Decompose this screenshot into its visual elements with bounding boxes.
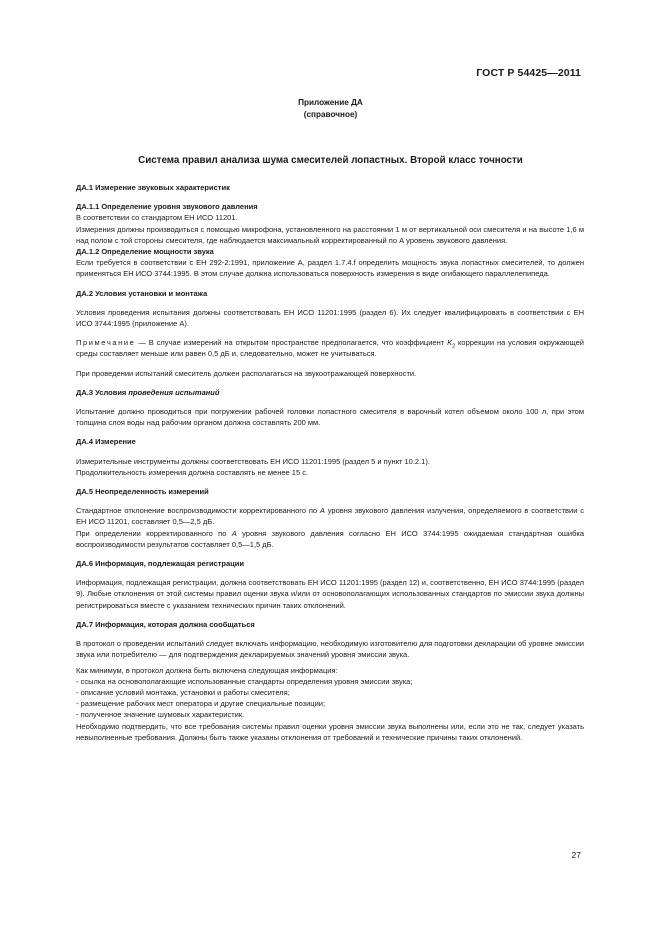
paragraph: При проведении испытаний смеситель должен располагаться на звукоотражающей поверхности.: [76, 368, 417, 378]
coefficient-symbol: K: [447, 338, 453, 348]
text-part: При определении корректированного по: [76, 528, 227, 538]
paragraph: Продолжительность измерения должна составлять не менее 15 с.: [76, 467, 309, 477]
section-heading-6: ДА.6 Информация, подлежащая регистрации: [76, 559, 244, 569]
standard-number: ГОСТ Р 54425—2011: [476, 67, 581, 79]
text-part: уровня звукового давления излучения, определяемого в соответствии с ЕН ИСО 11201, составляет 0,5—2,5 дБ.: [76, 506, 584, 527]
note-label: Примечание: [76, 338, 136, 348]
paragraph: Как минимум, в протокол должна быть включена следующая информация:: [76, 665, 338, 675]
text-part: уровня звукового давления согласно ЕН ИСО 3744:1995 ожидаемая стандартная ошибка воспроизводимости результатов составляет 0,5—1,5 дБ.: [76, 528, 584, 549]
paragraph: Если требуется в соответствии с ЕН 292-2:1991, приложение А, раздел 1.7.4.f определить мощность звука лопастных смесителей, то должен применяться ЕН ИСО 3744:1995. В этом случае должна использоваться поверхность измерения в виде огибающего параллелепипеда.: [76, 258, 584, 279]
paragraph: [76, 528, 584, 550]
paragraph: Условия проведения испытания должны соответствовать ЕН ИСО 11201:1995 (раздел 6). Их следует квалифицировать в соответствии с ЕН ИСО 3744:1995 (приложение А).: [76, 307, 584, 329]
list-item: - описание условий монтажа, установки и работы смесителя;: [76, 687, 290, 697]
list-item: - ссылка на основополагающие использованные стандарты определения уровня эмиссии звука;: [76, 676, 413, 686]
note: [76, 337, 584, 359]
section-heading-7: ДА.7 Информация, которая должна сообщаться: [76, 619, 255, 629]
text-part: Стандартное отклонение воспроизводимости корректированного по: [76, 506, 318, 516]
section-heading-5: ДА.5 Неопределенность измерений: [76, 487, 209, 497]
paragraph: [76, 505, 584, 527]
list-item: - размещение рабочих мест оператора и другие специальные позиции;: [76, 699, 326, 709]
appendix-subtitle: (справочное): [303, 110, 358, 119]
document-body: [76, 182, 584, 743]
paragraph: Информация, подлежащая регистрации, должна соответствовать ЕН ИСО 11201:1995 (раздел 12) и, соответственно, ЕН ИСО 3744:1995 (раздел 9). Любые отклонения от этой системы правил оценки звука и/или от основополагающих использованных стандартов по эмиссии звука должны регистрироваться вместе с указанием технических причин таких отклонений.: [76, 578, 584, 610]
appendix-title: Приложение ДА: [298, 98, 363, 107]
section-heading-1: ДА.1 Измерение звуковых характеристик: [76, 183, 230, 192]
subsection-heading-1-2: ДА.1.2 Определение мощности звука: [76, 247, 214, 257]
heading-part: ДА.3 Условия: [76, 387, 127, 397]
subsection-heading-1-1: ДА.1.1 Определение уровня звукового давления: [76, 202, 258, 212]
coefficient-subscript: 2: [452, 343, 456, 350]
weighting-symbol: А: [319, 506, 325, 516]
note-text-pre: — В случае измерений на открытом пространстве предполагается, что коэффициент: [138, 338, 445, 348]
paragraph: Испытание должно проводиться при погружении рабочей головки лопастного смесителя в варочный котел объемом около 100 л, при этом толщина слоя воды над рабочим органом должна составлять 200 мм.: [76, 407, 584, 428]
paragraph: Измерительные инструменты должны соответствовать ЕН ИСО 11201:1995 (раздел 5 и пункт 10.2.1).: [76, 456, 430, 466]
main-title: Система правил анализа шума смесителей лопастных. Второй класс точности: [138, 155, 523, 166]
note-text-post: коррекции на условия окружающей среды составляет меньше или равен 0,5 дБ и, следовательно, может не учитываться.: [76, 338, 584, 359]
paragraph: В соответствии со стандартом ЕН ИСО 11201.: [76, 213, 238, 223]
weighting-symbol: А: [231, 528, 237, 538]
paragraph: Измерения должны производиться с помощью микрофона, установленного на расстоянии 1 м от вертикальной оси смесителя и на высоте 1,6 м над полом с той стороны смесителя, где наблюдается максимальный корректированный по А уровень звукового давления.: [76, 224, 584, 245]
paragraph: В протокол о проведении испытаний следует включать информацию, необходимую изготовителю для подготовки декларации об уровне эмиссии звука или потребителю — для подтверждения декларируемых значений уровня эмиссии звука.: [76, 639, 584, 660]
appendix-header: [0, 97, 661, 121]
list-item: - полученное значение шумовых характеристик.: [76, 710, 245, 720]
section-heading-2: ДА.2 Условия установки и монтажа: [76, 288, 208, 298]
heading-part-italic: проведения испытаний: [128, 387, 220, 397]
page-number: 27: [571, 850, 581, 860]
section-heading-4: ДА.4 Измерение: [76, 437, 136, 447]
section-heading-3: [76, 387, 584, 398]
paragraph: Необходимо подтвердить, что все требования системы правил оценки уровня эмиссии звука выполнены или, если это не так, следует указать невыполненные требования. Должны быть также указаны отклонения от требований и технические причины таких отклонений.: [76, 721, 584, 742]
